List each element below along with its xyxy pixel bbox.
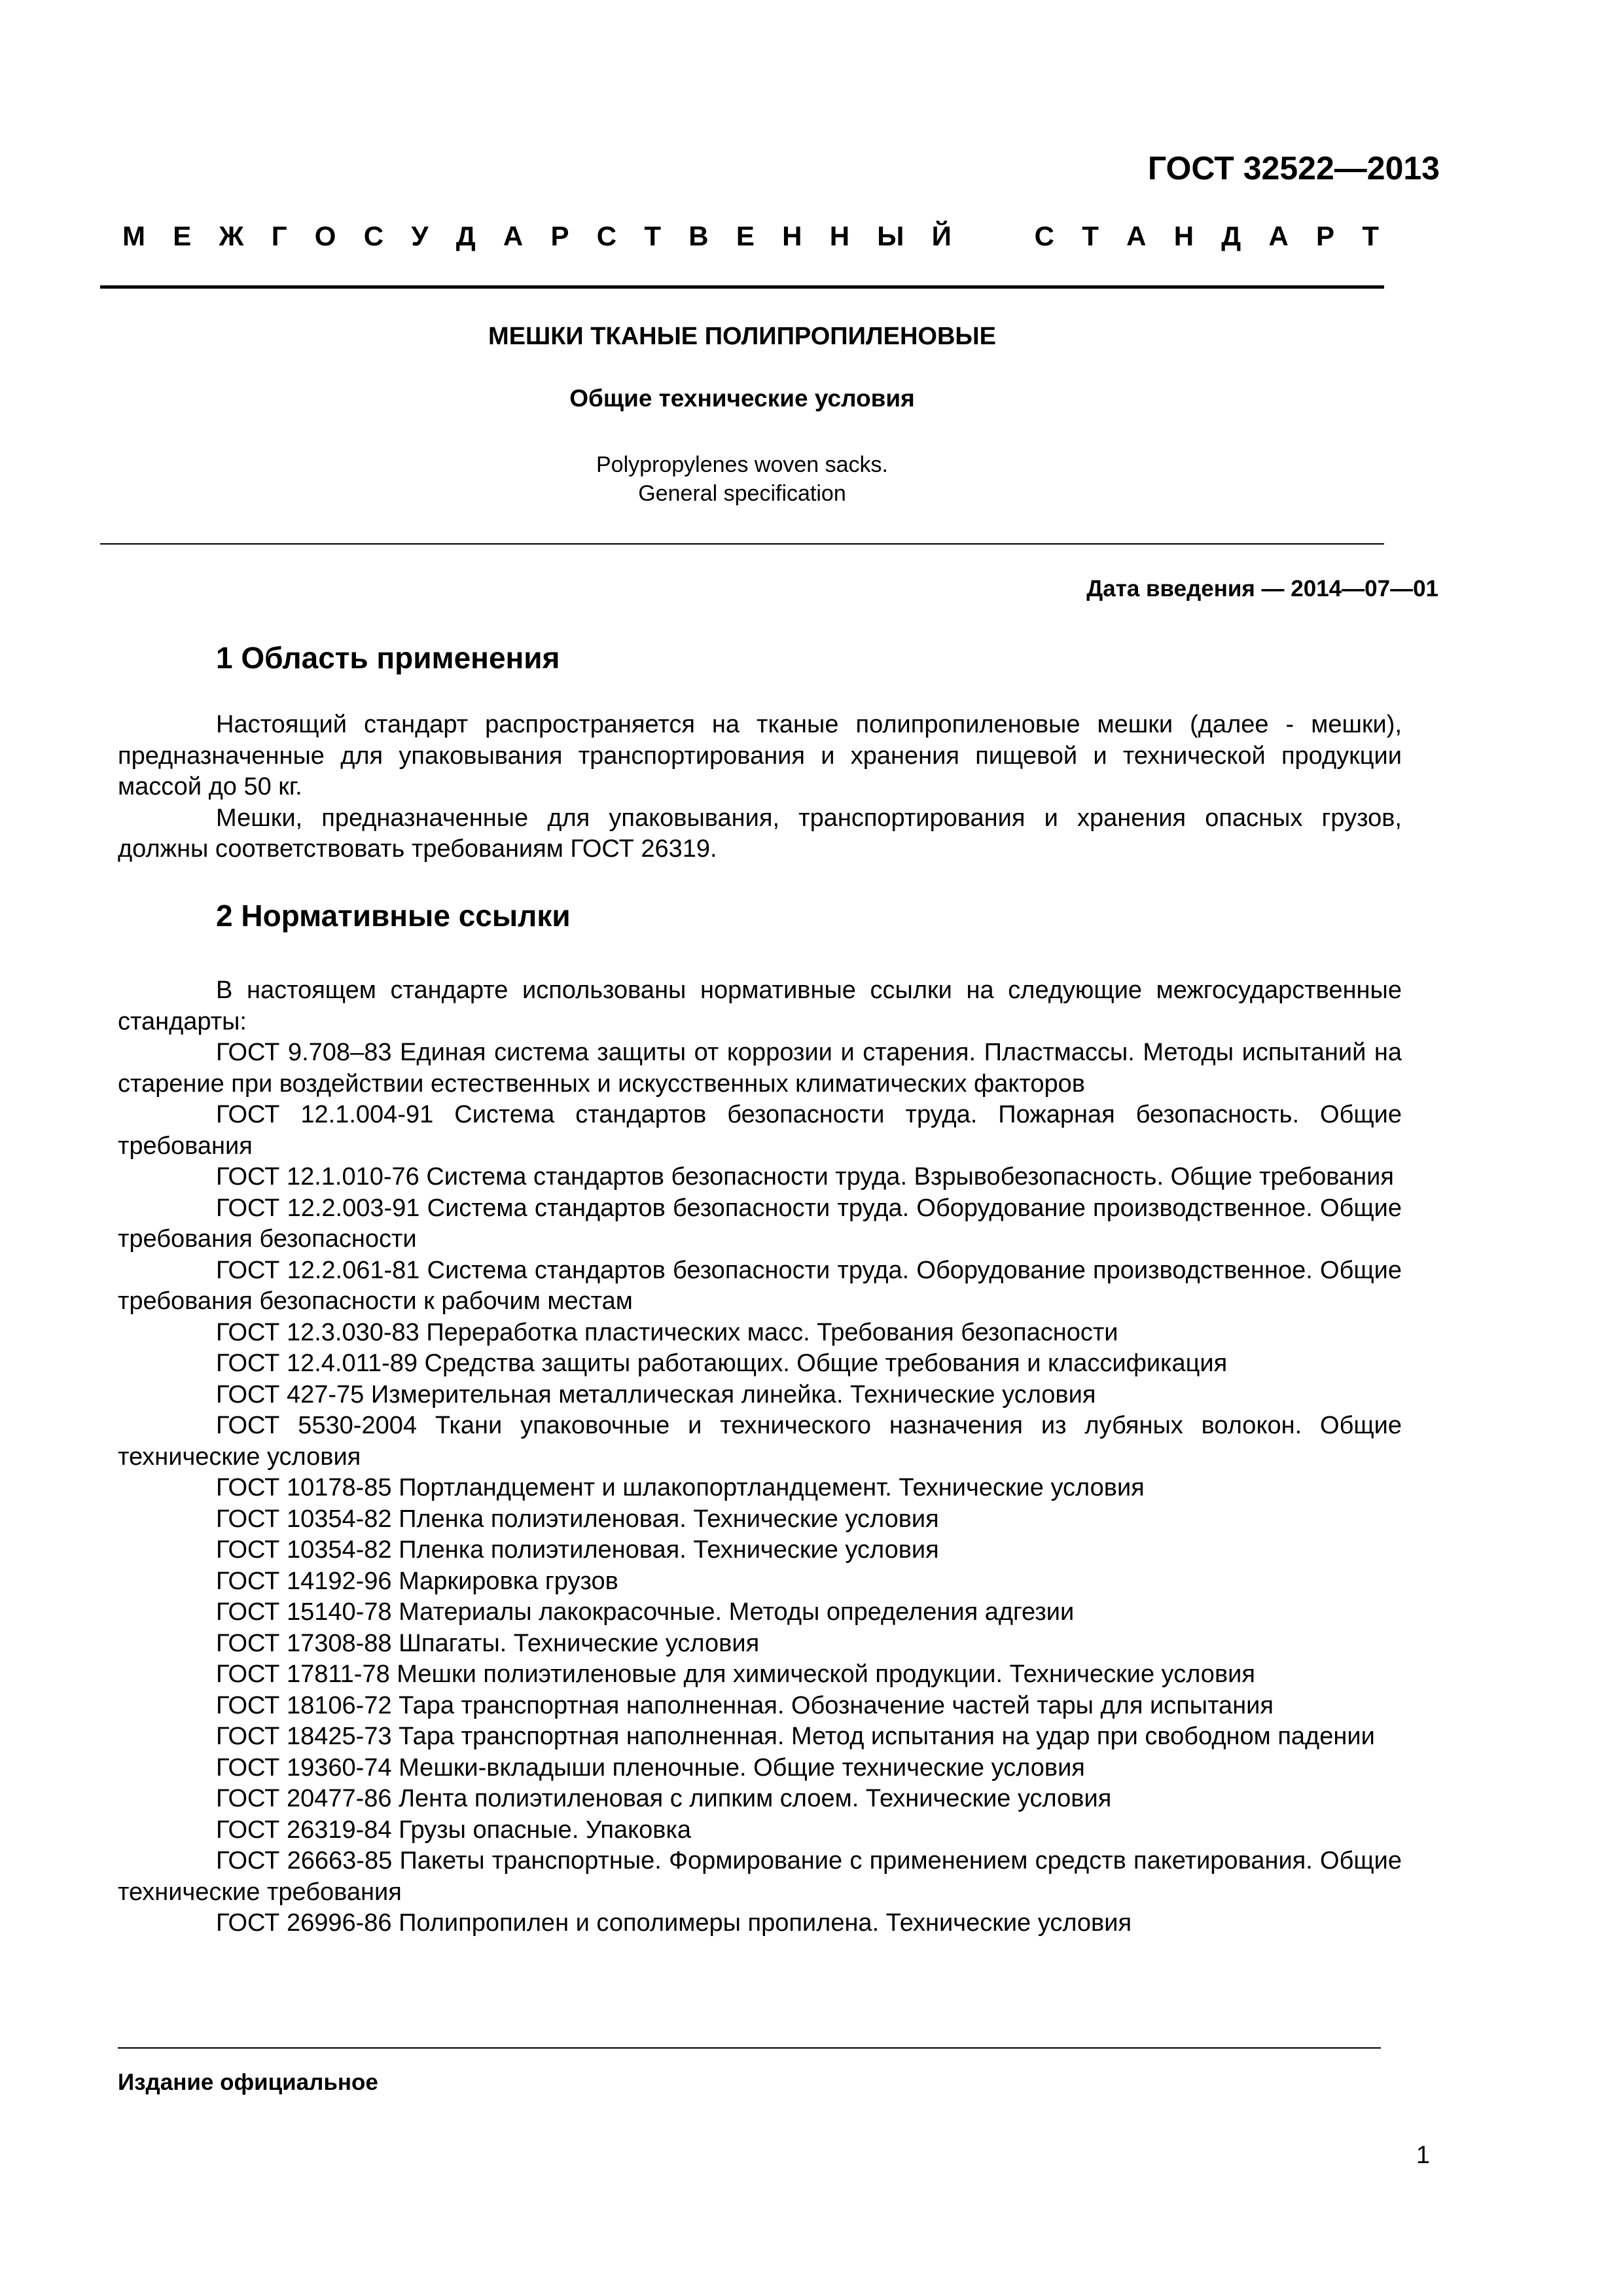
reference-item: ГОСТ 427-75 Измерительная металлическая линейка. Технические условия (216, 1380, 1096, 1408)
paragraph: Настоящий стандарт распространяется на тканые полипропиленовые мешки (далее - мешки), предназначенные для упаковывания транспортирования и хранения пищевой и технической продукции массой до 50 кг. (118, 711, 1402, 800)
banner-letter: Д (1221, 221, 1241, 251)
footer-divider (118, 2047, 1381, 2049)
banner-letter: О (314, 221, 336, 251)
banner-letter: Т (644, 221, 661, 251)
banner-letter: Р (550, 221, 569, 251)
banner-letter: Ж (219, 221, 244, 251)
reference-item: ГОСТ 19360-74 Мешки-вкладыши пленочные. Общие технические условия (216, 1753, 1085, 1782)
banner-letter: Т (1362, 221, 1379, 251)
english-title-line: Polypropylenes woven sacks. (596, 452, 888, 477)
banner-letter: Й (931, 221, 952, 251)
section-2-heading: 2 Нормативные ссылки (216, 899, 571, 933)
reference-item: ГОСТ 26663-85 Пакеты транспортные. Формирование с применением средств пакетирования. Общие технические требования (118, 1847, 1402, 1906)
document-subtitle: Общие технические условия (569, 385, 915, 412)
banner-letter: Н (829, 221, 850, 251)
banner-letter: А (1126, 221, 1147, 251)
reference-item: ГОСТ 26996-86 Полипропилен и сополимеры пропилена. Технические условия (216, 1909, 1132, 1937)
introduction-date: Дата введения — 2014—07—01 (1086, 576, 1438, 601)
reference-item: ГОСТ 12.2.003-91 Система стандартов безопасности труда. Оборудование производственное. Общие требования безопасности (118, 1194, 1402, 1253)
banner-letter: Н (1173, 221, 1194, 251)
banner-letter: Г (271, 221, 287, 251)
interstate-standard-banner (122, 221, 1379, 252)
reference-item: ГОСТ 12.3.030-83 Переработка пластических масс. Требования безопасности (216, 1318, 1118, 1346)
reference-item: ГОСТ 12.1.004-91 Система стандартов безопасности труда. Пожарная безопасность. Общие требования (118, 1101, 1402, 1160)
reference-item: ГОСТ 5530-2004 Ткани упаковочные и технического назначения из лубяных волокон. Общие технические условия (118, 1412, 1402, 1471)
banner-letter: С (1034, 221, 1054, 251)
page-number: 1 (1416, 2142, 1430, 2169)
section-2-body (118, 975, 1402, 1939)
official-edition-label: Издание официальное (118, 2070, 378, 2095)
banner-letter: Т (1082, 221, 1099, 251)
paragraph: Мешки, предназначенные для упаковывания, транспортирования и хранения опасных грузов, должны соответствовать требованиям ГОСТ 26319. (118, 804, 1402, 863)
reference-item: ГОСТ 12.4.011-89 Средства защиты работающих. Общие требования и классификация (216, 1350, 1228, 1377)
reference-item: ГОСТ 12.1.010-76 Система стандартов безопасности труда. Взрывобезопасность. Общие требования (216, 1163, 1394, 1191)
english-title-line: General specification (638, 481, 846, 506)
reference-item: ГОСТ 18425-73 Тара транспортная наполненная. Метод испытания на удар при свободном падении (216, 1723, 1375, 1750)
banner-letter: Е (173, 221, 192, 251)
banner-letter: У (411, 221, 429, 251)
reference-item: ГОСТ 17308-88 Шпагаты. Технические условия (216, 1629, 760, 1657)
banner-letter: Д (455, 221, 476, 251)
banner-letter: А (503, 221, 524, 251)
reference-item: ГОСТ 20477-86 Лента полиэтиленовая с липким слоем. Технические условия (216, 1785, 1112, 1812)
reference-item: ГОСТ 10354-82 Пленка полиэтиленовая. Технические условия (216, 1536, 939, 1564)
section-1-body (118, 709, 1402, 865)
banner-letter: Н (782, 221, 802, 251)
banner-letter: А (1268, 221, 1289, 251)
english-title (100, 450, 1384, 508)
paragraph: В настоящем стандарте использованы нормативные ссылки на следующие межгосударственные стандарты: (118, 977, 1402, 1035)
reference-item: ГОСТ 18106-72 Тара транспортная наполненная. Обозначение частей тары для испытания (216, 1691, 1274, 1719)
section-1-heading: 1 Область применения (216, 641, 560, 675)
title-divider (100, 543, 1384, 545)
reference-item: ГОСТ 10178-85 Портландцемент и шлакопортландцемент. Технические условия (216, 1474, 1145, 1501)
reference-item: ГОСТ 9.708–83 Единая система защиты от коррозии и старения. Пластмассы. Методы испытаний на старение при воздействии естественных и искусственных климатических факторов (118, 1039, 1402, 1098)
banner-letter: С (596, 221, 617, 251)
top-divider (100, 285, 1384, 289)
reference-item: ГОСТ 10354-82 Пленка полиэтиленовая. Технические условия (216, 1505, 939, 1533)
banner-letter: С (363, 221, 384, 251)
reference-item: ГОСТ 17811-78 Мешки полиэтиленовые для химической продукции. Технические условия (216, 1660, 1255, 1688)
banner-letter: М (122, 221, 145, 251)
reference-item: ГОСТ 15140-78 Материалы лакокрасочные. Методы определения адгезии (216, 1598, 1075, 1626)
banner-letter: Р (1316, 221, 1335, 251)
gost-number: ГОСТ 32522—2013 (1147, 150, 1440, 187)
reference-item: ГОСТ 12.2.061-81 Система стандартов безопасности труда. Оборудование производственное. Общие требования безопасности к рабочим местам (118, 1256, 1402, 1315)
document-title: МЕШКИ ТКАНЫЕ ПОЛИПРОПИЛЕНОВЫЕ (488, 323, 996, 350)
banner-letter: Ы (877, 221, 904, 251)
banner-letter: В (688, 221, 709, 251)
reference-item: ГОСТ 26319-84 Грузы опасные. Упаковка (216, 1816, 692, 1844)
reference-item: ГОСТ 14192-96 Маркировка грузов (216, 1567, 618, 1595)
banner-letter: Е (736, 221, 755, 251)
